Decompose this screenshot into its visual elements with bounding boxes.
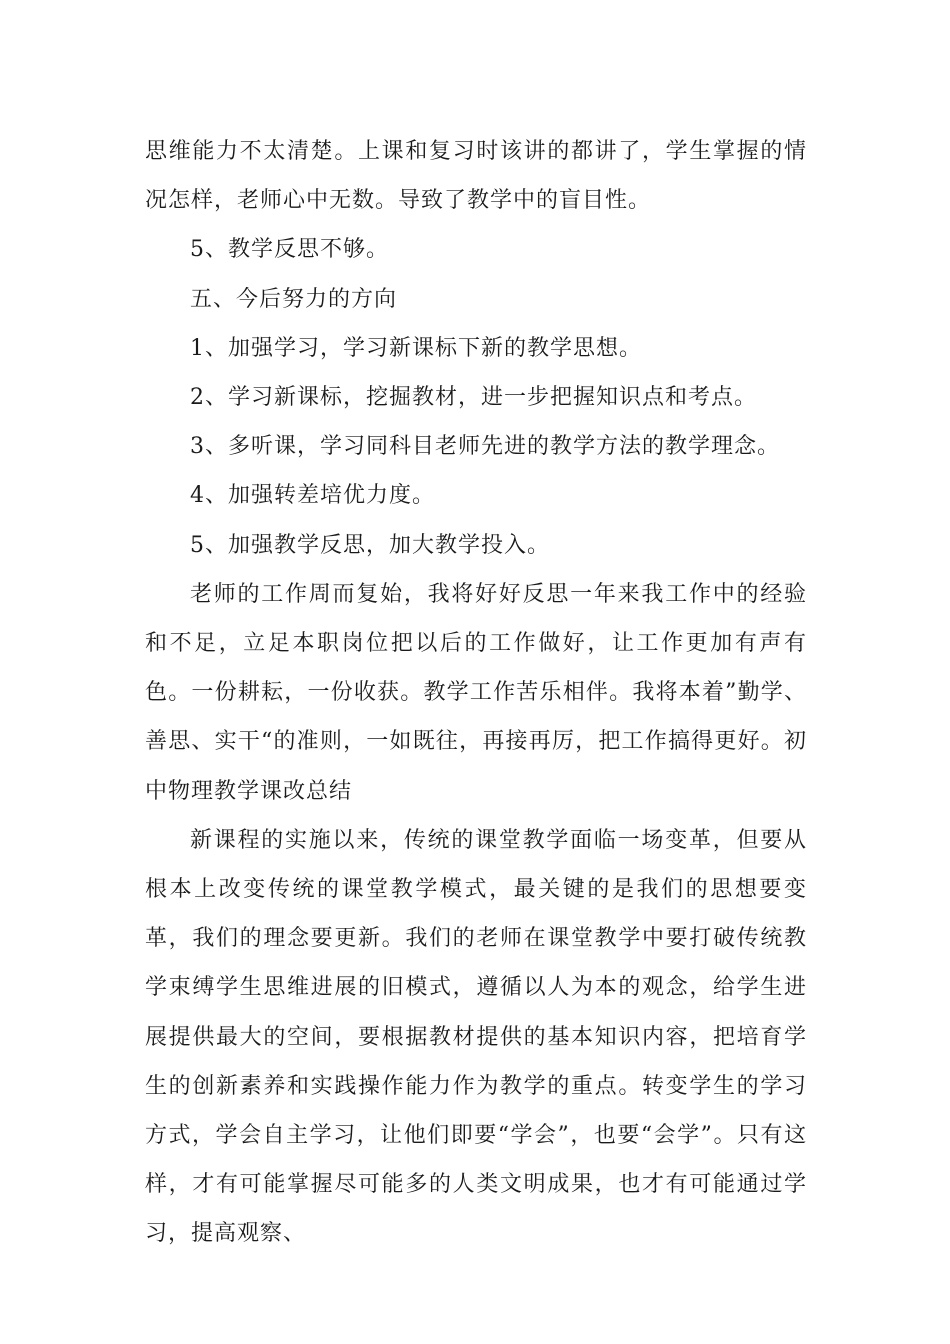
list-item: 4、加强转差培优力度。 [190, 483, 435, 509]
list-item: 3、多听课，学习同科目老师先进的教学方法的教学理念。 [190, 434, 780, 460]
list-item: 1、加强学习，学习新课标下新的教学思想。 [190, 335, 642, 361]
section-heading: 五、今后努力的方向 [190, 286, 398, 312]
paragraph: 思维能力不太清楚。上课和复习时该讲的都讲了，学生掌握的情况怎样，老师心中无数。导致了教学中的盲目性。 [145, 139, 807, 214]
list-item: 5、加强教学反思，加大教学投入。 [190, 532, 550, 558]
paragraph: 老师的工作周而复始，我将好好反思一年来我工作中的经验和不足，立足本职岗位把以后的工作做好，让工作更加有声有色。一份耕耘，一份收获。教学工作苦乐相伴。我将本着”勤学、善思、实干“的准则，一如既往，再接再厉，把工作搞得更好。初中物理教学课改总结 [145, 581, 807, 804]
list-item: 5、教学反思不够。 [190, 237, 389, 263]
document-body [145, 127, 807, 1259]
list-item: 2、学习新课标，挖掘教材，进一步把握知识点和考点。 [190, 385, 757, 411]
paragraph: 新课程的实施以来，传统的课堂教学面临一场变革，但要从根本上改变传统的课堂教学模式，最关键的是我们的思想要变革，我们的理念要更新。我们的老师在课堂教学中要打破传统教学束缚学生思维进展的旧模式，遵循以人为本的观念，给学生进展提供最大的空间，要根据教材提供的基本知识内容，把培育学生的创新素养和实践操作能力作为教学的重点。转变学生的学习方式，学会自主学习，让他们即要“学会”，也要“会学”。只有这样，才有可能掌握尽可能多的人类文明成果，也才有可能通过学习，提高观察、 [145, 827, 807, 1247]
